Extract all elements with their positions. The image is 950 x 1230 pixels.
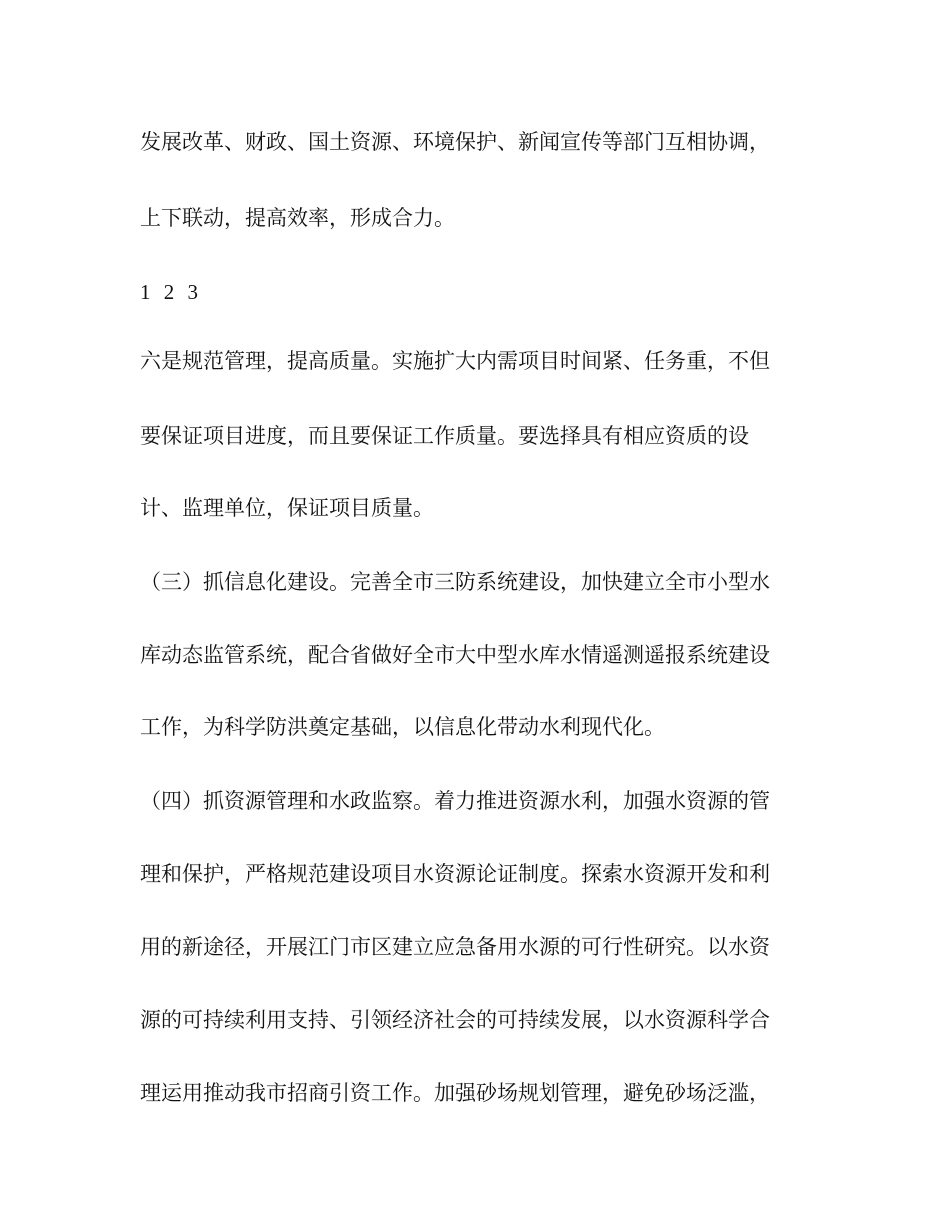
text-line: 工作，为科学防洪奠定基础，以信息化带动水利现代化。 [140, 715, 665, 739]
page-number-line: 1 2 3 [140, 280, 202, 304]
text-line: 计、监理单位，保证项目质量。 [140, 496, 434, 520]
text-line: 发展改革、财政、国土资源、环境保护、新闻宣传等部门互相协调， [140, 130, 770, 154]
text-line: （三）抓信息化建设。完善全市三防系统建设，加快建立全市小型水 [140, 570, 770, 594]
text-line: 库动态监管系统，配合省做好全市大中型水库水情遥测遥报系统建设 [140, 643, 770, 667]
text-line: 理和保护，严格规范建设项目水资源论证制度。探索水资源开发和利 [140, 862, 770, 886]
text-line: 六是规范管理，提高质量。实施扩大内需项目时间紧、任务重，不但 [140, 349, 770, 373]
text-line: 上下联动，提高效率，形成合力。 [140, 206, 455, 230]
text-line: （四）抓资源管理和水政监察。着力推进资源水利，加强水资源的管 [140, 789, 770, 813]
text-line: 要保证项目进度，而且要保证工作质量。要选择具有相应资质的设 [140, 424, 749, 448]
text-line: 源的可持续利用支持、引领经济社会的可持续发展，以水资源科学合 [140, 1008, 770, 1032]
text-line: 用的新途径，开展江门市区建立应急备用水源的可行性研究。以水资 [140, 935, 770, 959]
text-line: 理运用推动我市招商引资工作。加强砂场规划管理，避免砂场泛滥， [140, 1081, 770, 1105]
